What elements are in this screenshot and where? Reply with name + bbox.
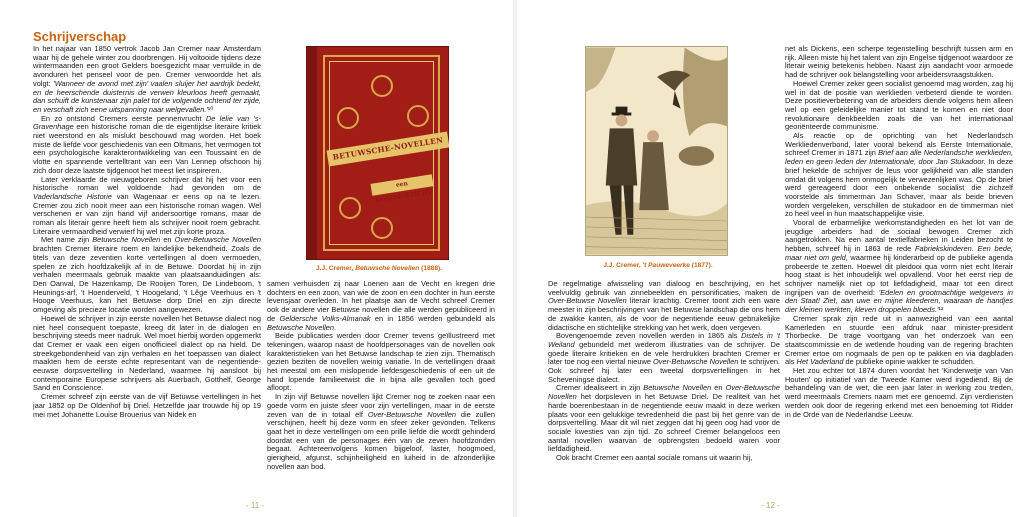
page-number-left: - 11 - [246,501,265,510]
text-run: Het zou echter tot 1874 duren voordat het 'Kinderwetje van Van Houten' op initiatief van de Tweede Kamer werd ingediend. Bij de behandeling van de wet, die een jaar later in werking zou treden, werd meermaals Cremers naam met ere genoemd. Zijn verdiensten werden ook door de regering erkend met een benoeming tot Ridder in de Orde van de Nederlandse Leeuw. [785,366,1013,419]
section-title: Schrijverschap [33,29,127,44]
text-run: , waarmee hij kinderarbeid op de publieke agenda probeerde te zetten. Hoewel dit pleidooi qua vorm niet echt literair hoog staat is het inhoudelijk wel opvallend. Voor het eerst riep de schrijver namelijk niet op tot liefdadigheid, maar tot een direct ingrijpen van de overheid: [785,252,1013,297]
paragraph [267,332,495,393]
italic-text: 'Edelen en grootmachtige wetgevers in den Staat! Ziet, aan uwe en mijne kleederen, waaraan de handjes dier kleinen werkten, kleven droppelen bloeds.' [785,287,1013,315]
paragraph [33,393,261,419]
text-run: Bovengenoemde zeven novellen werden in 1865 als [556,331,742,341]
text-run: een historische roman die de eigentijdse literaire kritiek niet weerstond en als mislukt beschouwd mag worden. Het boek miste de liefde voor geschiedenis van een Oltmans, het vermogen tot een psychologische karakterontwikkeling van een Toussaint en de vlotte en spannende vertelltrant van een Van Lennep ofschoon hij zich door deze laatste tijdgenoot het meest liet inspireren. [33,122,261,175]
text-run: ¹² [938,305,944,315]
caption-suffix: (1888). [419,265,443,272]
engraving-figure2-face [647,130,659,142]
italic-text: Geldersche Volks-Almanak [279,313,371,323]
book-ornament-right [407,105,429,127]
text-run: Ook bracht Cremer een aantal sociale romans uit waarin hij, [556,453,753,463]
book-cover-illustration [306,46,449,260]
italic-text: Over-Betuwsche Novellen [367,409,457,419]
paragraph [267,280,495,332]
right-page-column-1 [548,280,780,495]
text-run: Hoewel de schrijver in zijn eerste novellen het Betuwse dialect nog niet heel consequent toepaste, kreeg dit later in de dialogen en beschrijving steeds meer nadruk. Wel moet hierbij worden opgemerkt dat Cremer er vaak een eigen onofficieel dialect op na hield. De streekgebondenheid van zijn verhalen en het toepassen van dialect maakten hem de eerste echte representant van de negentiende-eeuwse dorpsvertelling in Nederland, waarmee hij aansloot bij contemporaine Europese schrijvers als Auerbach, Gotthelf, George Sand en Conscience. [33,313,261,393]
paragraph [785,132,1013,219]
paragraph [33,115,261,176]
italic-text: Over-Betuwse Novellen [548,296,627,306]
italic-text: Over-Betuwsche Novellen [174,235,261,245]
text-run: te schrijven. Ook schreef hij later een tweetal dorpsvertellingen in het Scheveningse dialect. [548,357,780,384]
text-run: Cremer sprak zijn rede uit in aanwezigheid van een aantal Kamerleden en stuurde een afdruk naar minister-president Thorbecke. De trage voortgang van het onderzoek van een staatscommissie en de wetlende houding van de regering brachten Cremer ertoe om nogmaals de pen op te pakken en via dagbladen als [785,313,1013,367]
italic-text: Over-Betuwsche Novellen [653,357,739,367]
text-run: . [333,322,337,332]
figure-caption-right [573,262,743,269]
engraving-basket [679,146,714,166]
italic-text: Betuwsche Novellen [267,322,334,332]
text-run: De regelmatige afwisseling van dialoog en beschrijving, en het veelvuldig gebruik van zinnebeelden en personificaties, maken de [548,280,780,297]
text-run: gebundeld met wederom illustraties van de schrijver. De goede literaire kritieken en de vele herdrukken brachten Cremer er later toe nog een viertal nieuwe [548,339,780,367]
figure-caption-left [294,265,464,272]
paragraph [785,367,1013,419]
paragraph [548,454,780,463]
text-run: In deze brief hekelde de schrijver de leus voor gelijkheid van alle standen omdat dit volgens hem onmogelijk te verwezenlijken was. Op de brief werd gereageerd door een onbekende socialist die zichzelf voorstelde als timmerman Jan Schaver, maar als beide brieven worden vergeleken, verschillen de stukadoor en de timmerman niet zo heel veel in hun maatschappelijke visie. [785,157,1013,219]
engraving-illustration [585,46,728,256]
text-run: Als reactie op de oprichting van het Nederlandsch Werkliedenverbond, later vooral bekend als Eerste Internationale, schreef Cremer in 1871 zijn [785,131,1013,158]
text-run: samen verhuisden zij naar Loenen aan de Vecht en kregen drie dochters en een zoon, van wie de zoon en een dochter in hun eerste levensjaar overleden. In het plaatsje aan de Vecht schreef Cremer ook de andere vier Betuwse novellen die alle werden gepubliceerd in de [267,280,495,323]
engraving-foliage [683,47,727,136]
text-run: Vooral de erbarmelijke werkomstandigheden en het lot van de jeugdige arbeiders had de sociaal bewogen Cremer zich aangetrokken. Na een aantal textielfabrieken in Leiden bezocht te hebben, schreef hij in 1863 de rede [785,218,1013,254]
italic-text: Betuwsche Novellen [643,383,712,393]
paragraph [548,384,780,454]
paragraph [785,45,1013,80]
left-page-column-2 [267,280,495,495]
paragraph [33,236,261,314]
text-run: In het najaar van 1850 vertrok Jacob Jan Cremer naar Amsterdam waar hij de gehele winter zou doorbrengen. Hij voltooide tijdens deze wintermaanden een groot Gelders boesgezicht maar verruilde in de avonduren het penseel voor de pen. Cremer verwoordde het als volgt: [33,45,261,88]
text-run: de publieke opinie wakker te schudden. [843,357,975,367]
paragraph [785,219,1013,315]
paragraph [548,332,780,384]
italic-text: Het Vaderland [796,357,844,367]
book-ornament-bottom-left [339,197,361,219]
paragraph [785,80,1013,132]
italic-text: De lelie van 's-Gravenhage [33,113,261,132]
book-title-banner: BETUWSCHE-NOVELLEN [326,132,449,167]
caption-title: Betuwsche Novellen [355,265,420,272]
text-run: en [160,235,175,245]
text-run: Met name zijn [41,235,93,245]
italic-text: 'Wanneer de avond met zijn' vaalen sluijer het aardrijk bedekt, en de heerschende duisternis de verwen kleurloos heeft gemaakt, dan schuift de kunstenaar zijn palet tot de volgende ochtend ter zijde, en verschaft zich eene uitspanning naar welgevallen.' [33,78,261,114]
book-ornament-bottom [371,217,393,239]
text-run: In zijn vijf Betuwse novellen lijkt Cremer nog te zoeken naar een goede vorm en juiste sfeer voor zijn vertellingen, maar in de eerste zeven van de in totaal elf [267,392,495,419]
engraving-coat [606,128,638,185]
text-run: brachten Cremer literaire roem en landelijke bekendheid. Zoals de titels van deze zeventien korte vertellingen al doen vermoeden, spelen ze zich hoofdzakelijk af in de Betuwe. Doordat hij in zijn verhalen meermaals gebruik maakte van plaatsaanduidingen als: Den Oanval, De Hazenkamp, De Rooijen Toren, De Lindeboom, 't Heunings-arf, 't Hoenderveld, 't Hoogeland, 't Lêge Veerhuus en 't Hooge Veerhuus, kan het Betuwse dorp Driel en zijn directe omgeving als precieze locatie worden aangewezen. [33,244,261,315]
italic-text: Distels in 't Weiland [548,331,780,349]
text-run: literair krachtig. Cremer toont zich een ware meester in zijn beschrijvingen van het Betuwse landschap die ons hem de zwakke kanten, als de voor de negentiende eeuw gebruikelijke didactische en stichtelijke strekking van het werk, doen vergeven. [548,296,780,332]
text-run: en in 1856 werden gebundeld als [370,313,495,323]
text-run: Cremer idealiseert in zijn [556,383,644,393]
left-page-column-1 [33,45,261,495]
italic-text: Vaderlandsche Historie [33,191,112,201]
paragraph [785,315,1013,367]
caption-prefix: J.J. Cremer, [315,265,356,272]
engraving-hat [616,107,628,114]
text-run: Later verklaarde de nieuwgeboren schrijver dat hij het voor een historische roman wel voldoende had gevonden om de [33,174,261,193]
italic-text: Brief aan alle Nederlandsche werklieden, leden en geen leden der Internationale, door Jan Stukadoor. [785,148,1013,167]
book-spine-band [307,47,317,259]
italic-text: Betuwsche Novellen [92,235,161,245]
italic-text: Over-Betuwsche Novellen [548,383,780,402]
caption-prefix: J.J. Cremer, [603,262,643,269]
book-ornament-top [371,75,393,97]
caption-title: 't Pauweveerke [642,262,690,269]
text-run: net als Dickens, een scherpe tegenstelling beschrijft tussen arm en rijk. Alleen miste hij het talent van zijn Engelse tijdgenoot waardoor ze literair weinig betekenis hebben. Naast zijn aandacht voor armoede had de schrijver ook belangstelling voor arbeidersvraagstukken. [785,45,1013,80]
text-run: Beide publicaties werden door Cremer tevens geïllustreerd met tekeningen, waarop naast de hoofdpersonages van de novellen ook karakteristieken van het Betuwse landschap te zien zijn. Thematisch gezien beziten de novellen weinig variatie. In de vertellingen draait het meestal om een mislopende liefdesgeschiedenis of een uit de hand lopende familieetwist die in bijna alle gevallen toch goed afloopt. [267,331,495,393]
text-run: en [711,383,726,393]
page-number-right: - 12 - [761,501,780,510]
text-run: En zo ontstond Cremers eerste pennenvrucht [41,113,206,123]
paragraph [33,45,261,115]
book-ornament-left [337,107,359,129]
paragraph [33,315,261,393]
caption-suffix: (1877). [689,262,713,269]
italic-text: Fabriekskinderen. Een bede, maar niet om geld [785,244,1013,262]
right-page [515,0,1030,517]
text-run: die zullen verschijnen, heeft hij deze vorm en sfeer zeker gevonden. Telkens gaat het in deze vertellingen om een prille liefde die wordt gehinderd doordat een van de personages één van de zeven hoofdzonden begaat. Achtereenvolgens komen bijgeloof, laster, hoogmoed, gierigheid, afgunst, schijnheiligheid en luiheid in de afzonderlijke novellen aan bod. [267,409,495,471]
text-run: Hoewel Cremer zeker geen socialist genoemd mag worden, zag hij wel in dat de positie van werklieden verbeterd diende te worden. Deze positieverbetering van de arbeiders diende volgens hem alleen wel op een geleidelijke manier tot stand te komen en niet door revolutionaire denkbeelden zoals die van het internationaal georiënteerde communisme. [785,78,1013,132]
book-subtitle-banner: een BOSCHGEZICHT [370,174,433,196]
text-run: ¹⁰ [207,104,214,114]
text-run: van Wagenaar er eens op na te lezen. Cremer zou zich nooit meer aan een historische roman wagen. Wel verschenen er van zijn hand vijf andersoortige romans, maar de roman als literair genre heeft hem als schrijver nooit roem gebracht. Literaire vermaardheid verwierf hij wel met zijn korte proza. [33,191,261,236]
text-run: Cremer schreef zijn eerste van de vijf Betuwse vertellingen in het jaar 1852 op De Oldenhof bij Driel. Hetzelfde jaar trouwde hij op 19 mei met Johanette Louise Brouerius van Nidek en [33,392,261,419]
paragraph [548,280,780,332]
engraving-face [616,115,628,127]
text-run: het dorpsleven in het Betuwse Driel. De realiteit van het harde boerenbestaan in de negentiende eeuw maakt in deze werken plaats voor een gelukkige tevredenheid die past bij het genre van de dorpsvertelling. Maar dit wil niet zeggen dat hij geen oog had voor de sociale kwesties van zijn tijd. Zo schreef Cremer belangeloos een aantal novellen waarvan de opbrengsten bedoeld waren voor liefdadigheid. [548,392,780,454]
paragraph [33,176,261,237]
right-page-column-2 [785,45,1013,495]
paragraph [267,393,495,471]
